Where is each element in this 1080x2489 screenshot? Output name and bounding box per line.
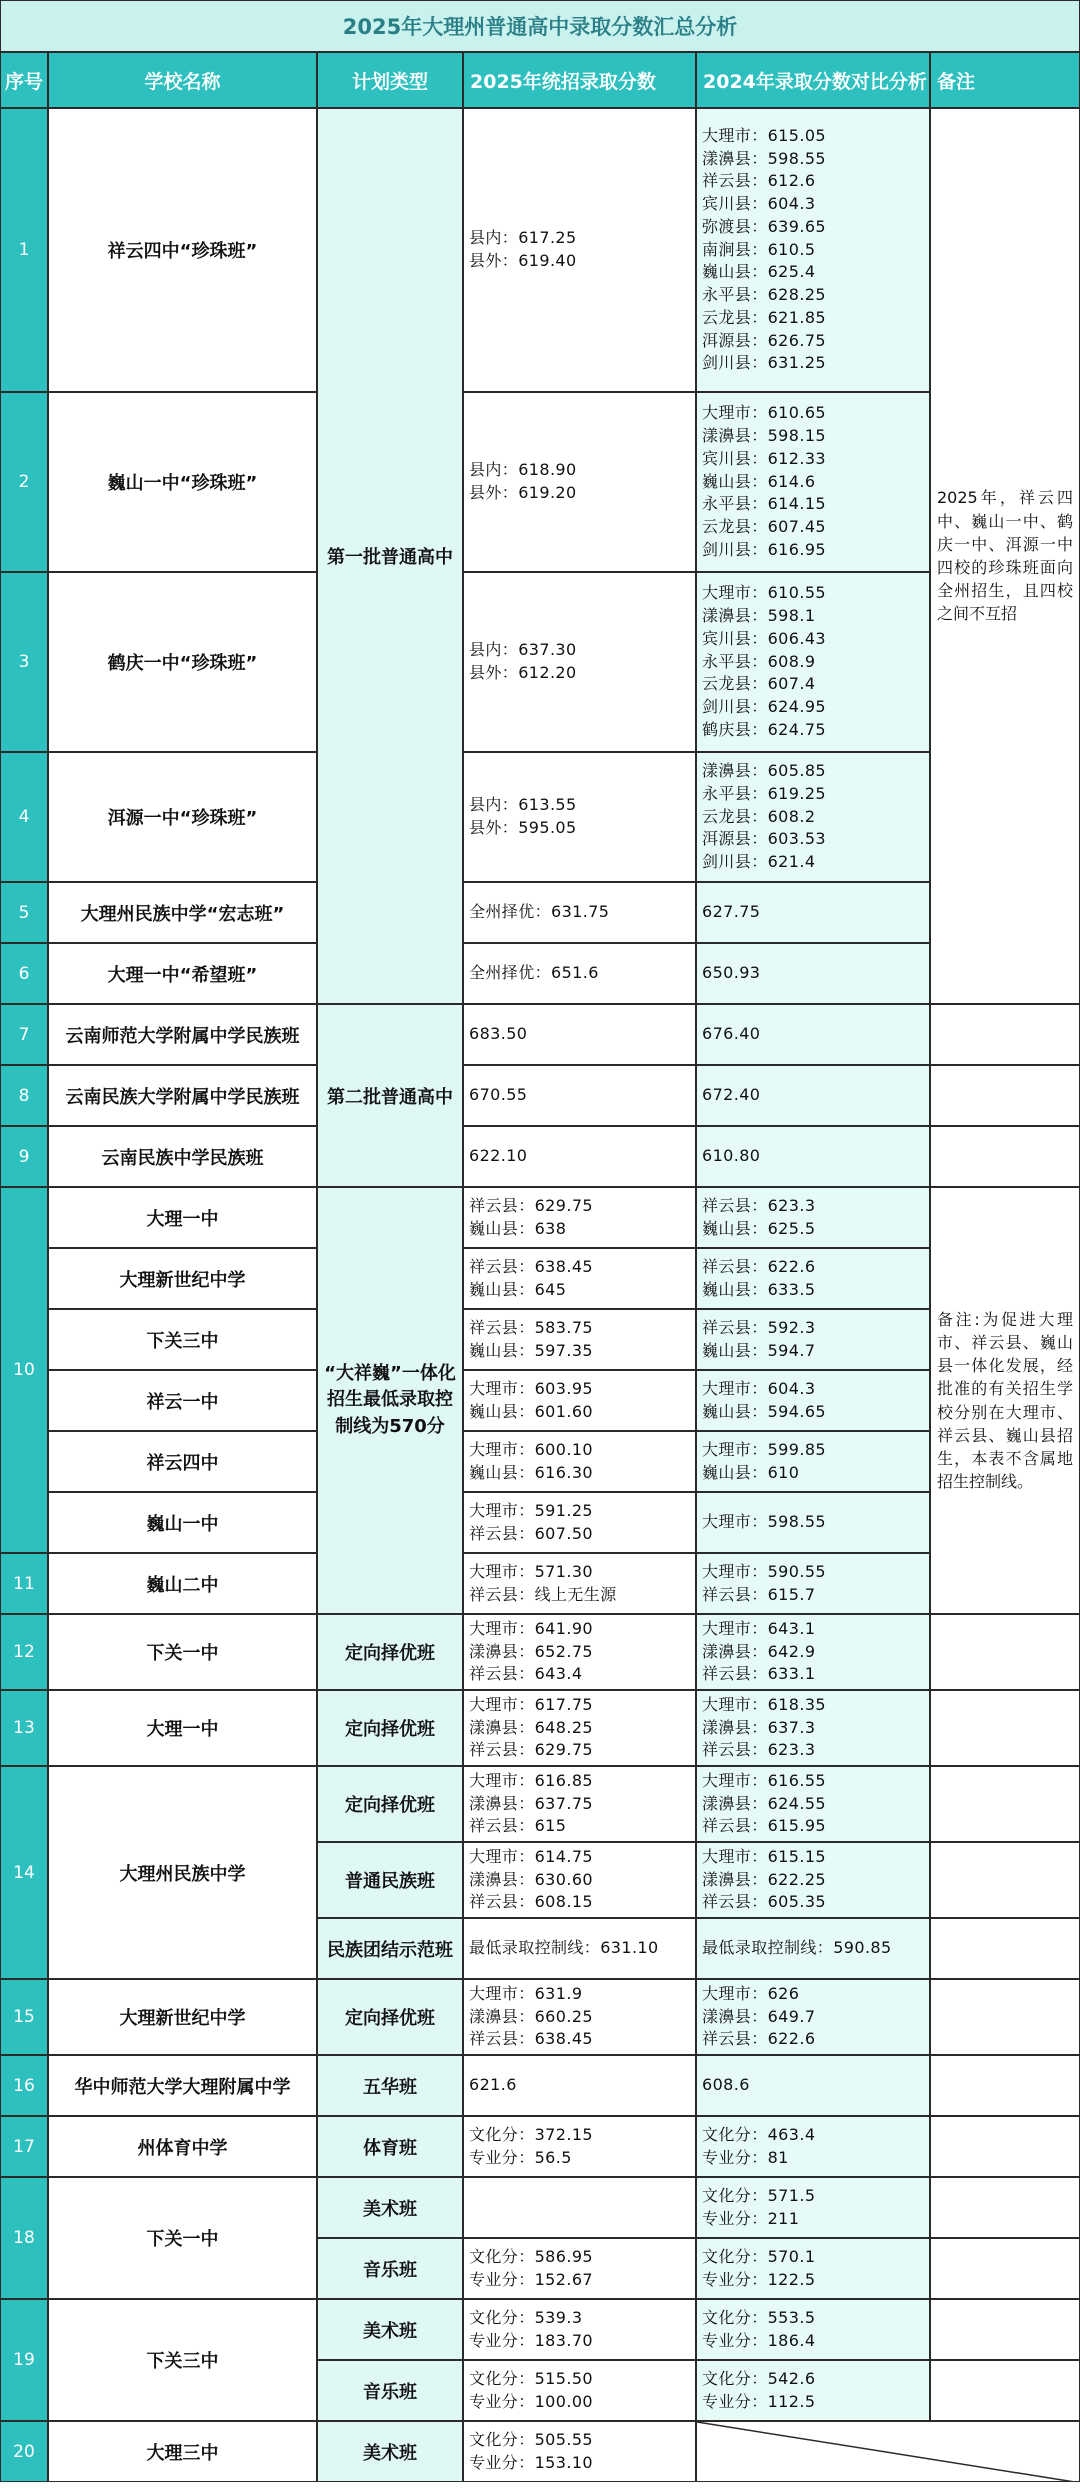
note-empty xyxy=(930,1065,1080,1126)
note-empty xyxy=(930,2238,1080,2299)
row-index: 3 xyxy=(0,572,48,752)
note-empty xyxy=(930,1004,1080,1065)
school-name: 大理州民族中学“宏志班” xyxy=(48,882,317,943)
note-empty xyxy=(930,1690,1080,1766)
score-2025-cell: 文化分：586.95 专业分：152.67 xyxy=(463,2238,696,2299)
school-name: 大理州民族中学 xyxy=(48,1766,317,1979)
score-2024-cell: 文化分：553.5 专业分：186.4 xyxy=(696,2299,930,2360)
school-name: 洱源一中“珍珠班” xyxy=(48,752,317,882)
score-2024-cell: 祥云县：592.3 巍山县：594.7 xyxy=(696,1309,930,1370)
school-name: 大理新世纪中学 xyxy=(48,1248,317,1309)
school-name: 巍山一中 xyxy=(48,1492,317,1553)
header-plan-type: 计划类型 xyxy=(317,52,463,108)
school-name: 云南师范大学附属中学民族班 xyxy=(48,1004,317,1065)
plan-type-batch2: 第二批普通高中 xyxy=(317,1004,463,1187)
score-2025-cell: 大理市：571.30 祥云县：线上无生源 xyxy=(463,1553,696,1614)
score-2024-cell: 610.80 xyxy=(696,1126,930,1187)
note-empty xyxy=(930,2177,1080,2238)
school-name: 州体育中学 xyxy=(48,2116,317,2177)
note-empty xyxy=(930,1918,1080,1979)
plan-type-daxiangwei: “大祥巍”一体化招生最低录取控制线为570分 xyxy=(317,1187,463,1614)
diagonal-slash-icon xyxy=(697,2422,1080,2482)
school-name: 大理一中“希望班” xyxy=(48,943,317,1004)
score-2025-cell: 县内：637.30 县外：612.20 xyxy=(463,572,696,752)
score-2024-cell: 大理市：599.85 巍山县：610 xyxy=(696,1431,930,1492)
school-name: 下关一中 xyxy=(48,2177,317,2299)
score-2025-cell: 621.6 xyxy=(463,2055,696,2116)
header-compare-2024: 2024年录取分数对比分析 xyxy=(696,52,930,108)
score-2024-cell: 大理市：626 漾濞县：649.7 祥云县：622.6 xyxy=(696,1979,930,2055)
school-name: 云南民族大学附属中学民族班 xyxy=(48,1065,317,1126)
score-2024-cell: 大理市：615.05 漾濞县：598.55 祥云县：612.6 宾川县：604.3 弥渡县：639.65 南涧县：610.5 巍山县：625.4 永平县：628.25 云龙县：621.85 洱源县：626.75 剑川县：631.25 xyxy=(696,108,930,392)
score-2024-cell: 最低录取控制线：590.85 xyxy=(696,1918,930,1979)
score-2024-cell: 大理市：643.1 漾濞县：642.9 祥云县：633.1 xyxy=(696,1614,930,1690)
plan-type: 美术班 xyxy=(317,2177,463,2238)
score-2025-cell: 大理市：631.9 漾濞县：660.25 祥云县：638.45 xyxy=(463,1979,696,2055)
score-2024-cell: 627.75 xyxy=(696,882,930,943)
school-name: 大理三中 xyxy=(48,2421,317,2482)
row-index: 6 xyxy=(0,943,48,1004)
score-2025-cell: 文化分：505.55 专业分：153.10 xyxy=(463,2421,696,2482)
score-2024-cell: 大理市：604.3 巍山县：594.65 xyxy=(696,1370,930,1431)
plan-type: 民族团结示范班 xyxy=(317,1918,463,1979)
row-index: 8 xyxy=(0,1065,48,1126)
note-empty xyxy=(930,2116,1080,2177)
score-2024-cell: 大理市：590.55 祥云县：615.7 xyxy=(696,1553,930,1614)
row-index: 9 xyxy=(0,1126,48,1187)
row-index: 11 xyxy=(0,1553,48,1614)
empty-slash-cell xyxy=(696,2421,1080,2482)
row-index: 7 xyxy=(0,1004,48,1065)
score-2025-cell: 622.10 xyxy=(463,1126,696,1187)
plan-type: 美术班 xyxy=(317,2421,463,2482)
score-2024-cell: 文化分：463.4 专业分：81 xyxy=(696,2116,930,2177)
score-2024-cell: 大理市：615.15 漾濞县：622.25 祥云县：605.35 xyxy=(696,1842,930,1918)
score-2025-cell: 祥云县：629.75 巍山县：638 xyxy=(463,1187,696,1248)
plan-type-batch1: 第一批普通高中 xyxy=(317,108,463,1004)
page-title: 2025年大理州普通高中录取分数汇总分析 xyxy=(0,0,1080,52)
note-empty xyxy=(930,2299,1080,2360)
score-2024-cell: 文化分：571.5 专业分：211 xyxy=(696,2177,930,2238)
plan-type: 定向择优班 xyxy=(317,1766,463,1842)
score-2025-cell: 全州择优：651.6 xyxy=(463,943,696,1004)
note-empty xyxy=(930,1842,1080,1918)
header-score-2025: 2025年统招录取分数 xyxy=(463,52,696,108)
score-2025-cell: 文化分：539.3 专业分：183.70 xyxy=(463,2299,696,2360)
row-index: 12 xyxy=(0,1614,48,1690)
school-name: 巍山一中“珍珠班” xyxy=(48,392,317,572)
plan-type: 定向择优班 xyxy=(317,1690,463,1766)
plan-type: 音乐班 xyxy=(317,2360,463,2421)
score-2025-cell: 祥云县：638.45 巍山县：645 xyxy=(463,1248,696,1309)
score-2024-cell: 650.93 xyxy=(696,943,930,1004)
note-empty xyxy=(930,2055,1080,2116)
row-index: 5 xyxy=(0,882,48,943)
score-2025-cell xyxy=(463,2177,696,2238)
score-2024-cell: 大理市：598.55 xyxy=(696,1492,930,1553)
note-empty xyxy=(930,2360,1080,2421)
row-index: 10 xyxy=(0,1187,48,1553)
score-2025-cell: 县内：617.25 县外：619.40 xyxy=(463,108,696,392)
score-2024-cell: 祥云县：623.3 巍山县：625.5 xyxy=(696,1187,930,1248)
score-2025-cell: 大理市：614.75 漾濞县：630.60 祥云县：608.15 xyxy=(463,1842,696,1918)
school-name: 祥云四中 xyxy=(48,1431,317,1492)
school-name: 华中师范大学大理附属中学 xyxy=(48,2055,317,2116)
row-index: 15 xyxy=(0,1979,48,2055)
school-name: 巍山二中 xyxy=(48,1553,317,1614)
note-empty xyxy=(930,1979,1080,2055)
score-2024-cell: 672.40 xyxy=(696,1065,930,1126)
score-2025-cell: 县内：613.55 县外：595.05 xyxy=(463,752,696,882)
score-2025-cell: 大理市：603.95 巍山县：601.60 xyxy=(463,1370,696,1431)
score-2025-cell: 大理市：591.25 祥云县：607.50 xyxy=(463,1492,696,1553)
header-note: 备注 xyxy=(930,52,1080,108)
score-2025-cell: 文化分：372.15 专业分：56.5 xyxy=(463,2116,696,2177)
school-name: 鹤庆一中“珍珠班” xyxy=(48,572,317,752)
score-2025-cell: 最低录取控制线：631.10 xyxy=(463,1918,696,1979)
note-empty xyxy=(930,1126,1080,1187)
plan-type: 定向择优班 xyxy=(317,1614,463,1690)
plan-type: 五华班 xyxy=(317,2055,463,2116)
school-name: 大理新世纪中学 xyxy=(48,1979,317,2055)
score-2024-cell: 漾濞县：605.85 永平县：619.25 云龙县：608.2 洱源县：603.53 剑川县：621.4 xyxy=(696,752,930,882)
score-2024-cell: 大理市：610.65 漾濞县：598.15 宾川县：612.33 巍山县：614.6 永平县：614.15 云龙县：607.45 剑川县：616.95 xyxy=(696,392,930,572)
note-empty xyxy=(930,1614,1080,1690)
plan-type: 普通民族班 xyxy=(317,1842,463,1918)
score-2024-cell: 608.6 xyxy=(696,2055,930,2116)
score-2024-cell: 大理市：618.35 漾濞县：637.3 祥云县：623.3 xyxy=(696,1690,930,1766)
score-2024-cell: 文化分：542.6 专业分：112.5 xyxy=(696,2360,930,2421)
header-school: 学校名称 xyxy=(48,52,317,108)
row-index: 4 xyxy=(0,752,48,882)
plan-type: 美术班 xyxy=(317,2299,463,2360)
score-2025-cell: 文化分：515.50 专业分：100.00 xyxy=(463,2360,696,2421)
school-name: 祥云四中“珍珠班” xyxy=(48,108,317,392)
row-index: 14 xyxy=(0,1766,48,1979)
note-integration: 备注:为促进大理市、祥云县、巍山县一体化发展，经批准的有关招生学校分别在大理市、祥云县、巍山县招生，本表不含属地招生控制线。 xyxy=(930,1187,1080,1614)
school-name: 大理一中 xyxy=(48,1690,317,1766)
header-index: 序号 xyxy=(0,52,48,108)
plan-type: 音乐班 xyxy=(317,2238,463,2299)
score-2024-cell: 文化分：570.1 专业分：122.5 xyxy=(696,2238,930,2299)
school-name: 下关三中 xyxy=(48,1309,317,1370)
score-2025-cell: 全州择优：631.75 xyxy=(463,882,696,943)
note-empty xyxy=(930,1766,1080,1842)
plan-type: 体育班 xyxy=(317,2116,463,2177)
score-2025-cell: 大理市：616.85 漾濞县：637.75 祥云县：615 xyxy=(463,1766,696,1842)
score-2025-cell: 大理市：617.75 漾濞县：648.25 祥云县：629.75 xyxy=(463,1690,696,1766)
score-2024-cell: 大理市：610.55 漾濞县：598.1 宾川县：606.43 永平县：608.9 云龙县：607.4 剑川县：624.95 鹤庆县：624.75 xyxy=(696,572,930,752)
row-index: 20 xyxy=(0,2421,48,2482)
row-index: 18 xyxy=(0,2177,48,2299)
school-name: 大理一中 xyxy=(48,1187,317,1248)
school-name: 下关一中 xyxy=(48,1614,317,1690)
note-pearl-class: 2025年，祥云四中、巍山一中、鹤庆一中、洱源一中四校的珍珠班面向全州招生，且四校之间不互招 xyxy=(930,108,1080,1004)
score-2024-cell: 676.40 xyxy=(696,1004,930,1065)
plan-type: 定向择优班 xyxy=(317,1979,463,2055)
row-index: 17 xyxy=(0,2116,48,2177)
score-2025-cell: 683.50 xyxy=(463,1004,696,1065)
score-2025-cell: 大理市：600.10 巍山县：616.30 xyxy=(463,1431,696,1492)
row-index: 13 xyxy=(0,1690,48,1766)
score-2025-cell: 670.55 xyxy=(463,1065,696,1126)
score-2024-cell: 祥云县：622.6 巍山县：633.5 xyxy=(696,1248,930,1309)
school-name: 下关三中 xyxy=(48,2299,317,2421)
school-name: 祥云一中 xyxy=(48,1370,317,1431)
score-2025-cell: 大理市：641.90 漾濞县：652.75 祥云县：643.4 xyxy=(463,1614,696,1690)
row-index: 16 xyxy=(0,2055,48,2116)
row-index: 19 xyxy=(0,2299,48,2421)
score-2025-cell: 县内：618.90 县外：619.20 xyxy=(463,392,696,572)
row-index: 1 xyxy=(0,108,48,392)
school-name: 云南民族中学民族班 xyxy=(48,1126,317,1187)
score-2025-cell: 祥云县：583.75 巍山县：597.35 xyxy=(463,1309,696,1370)
row-index: 2 xyxy=(0,392,48,572)
score-2024-cell: 大理市：616.55 漾濞县：624.55 祥云县：615.95 xyxy=(696,1766,930,1842)
